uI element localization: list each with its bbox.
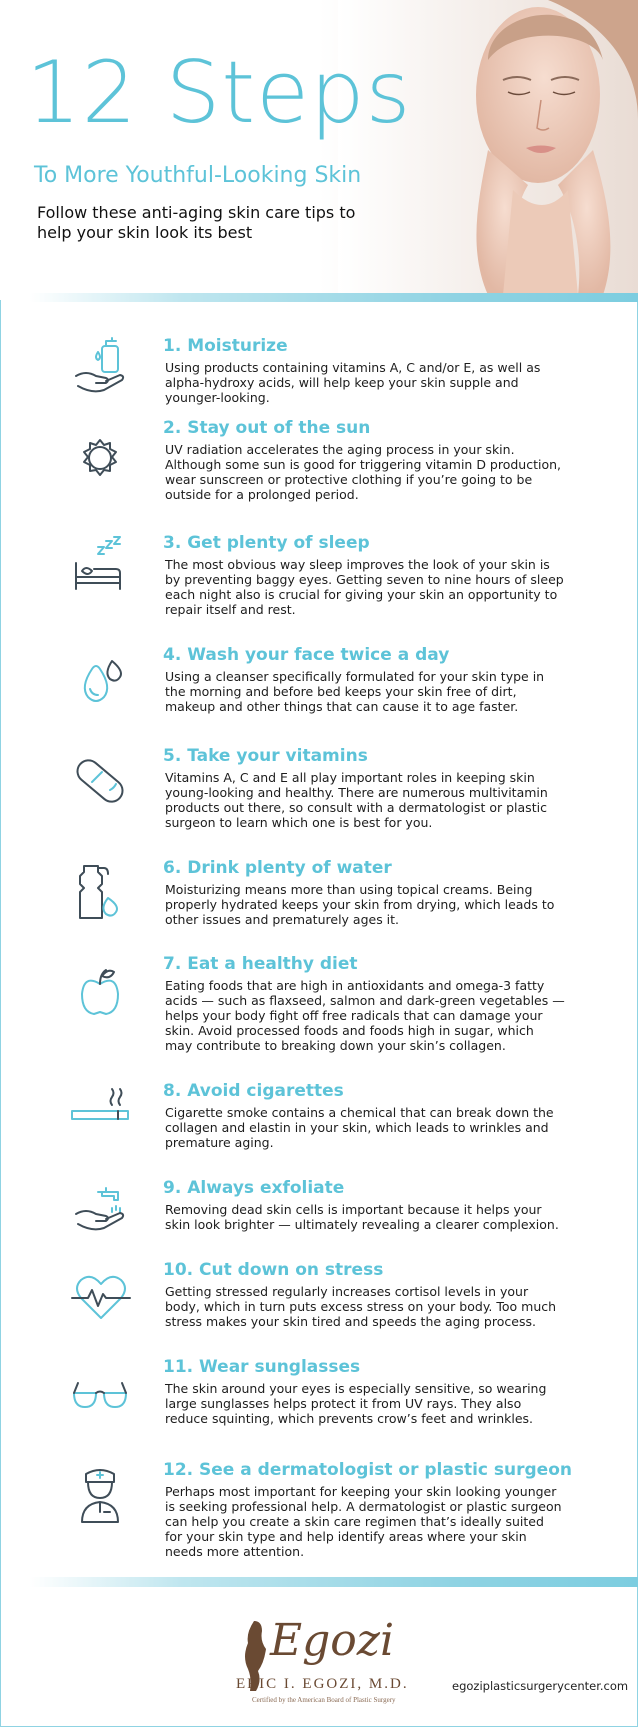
page-subtitle: To More Youthful-Looking Skin [34,163,362,188]
step-title: 2. Stay out of the sun [163,418,371,438]
step-text: Eating foods that are high in antioxidants and omega-3 fatty acids — such as flaxseed, salmon and dark-green vegetables — helps your body fight off free radicals that can damage your skin. Avoid processed foods and foods high in sugar, which may contribute to breaking down your skin’s collagen. [165,978,565,1053]
divider-band-top [30,293,638,302]
step-text: Moisturizing means more than using topical creams. Being properly hydrated keeps your skin from drying, which leads to other issues and prematurely ages it. [165,882,555,927]
step-text: Getting stressed regularly increases cortisol levels in your body, which in turn puts excess stress on your body. Too much stress makes your skin tired and speeds the aging process. [165,1284,557,1329]
apple-icon [68,954,134,1020]
water-bottle-icon [68,858,134,924]
doctor-icon [68,1460,134,1526]
step-text: The most obvious way sleep improves the look of your skin is by preventing baggy eyes. Getting seven to nine hours of sleep each night also is crucial for giving your skin an opportunity to repair itself and rest. [165,557,564,617]
step-title: 3. Get plenty of sleep [163,533,370,553]
step-text: UV radiation accelerates the aging process in your skin. Although some sun is good for triggering vitamin D production, wear sunscreen or protective clothing if you’re going to be outside for a prolonged period. [165,442,562,502]
step-title: 9. Always exfoliate [163,1178,345,1198]
step-title: 10. Cut down on stress [163,1260,384,1280]
step-title: 1. Moisturize [163,336,288,356]
step-title: 11. Wear sunglasses [163,1357,361,1377]
step-text: The skin around your eyes is especially sensitive, so wearing large sunglasses helps protect it from UV rays. They also reduce squinting, which prevents crow’s feet and wrinkles. [165,1381,547,1426]
divider-band-bottom [30,1577,638,1587]
website-url[interactable]: egoziplasticsurgerycenter.com [452,1679,629,1693]
heartbeat-icon [68,1260,134,1326]
logo-certification: Certified by the American Board of Plastic Surgery [252,1696,396,1704]
sun-icon [68,418,134,484]
step-title: 4. Wash your face twice a day [163,645,450,665]
pill-capsule-icon [68,746,134,812]
step-text: Using a cleanser specifically formulated for your skin type in the morning and before bed keeps your skin free of dirt, makeup and other things that can cause it to age faster. [165,669,545,714]
page-title: 12 Steps [26,43,412,143]
bed-sleep-icon [68,533,134,599]
cigarette-icon [68,1081,134,1147]
step-text: Cigarette smoke contains a chemical that can break down the collagen and elastin in your skin, which leads to wrinkles and premature aging. [165,1105,554,1150]
step-title: 6. Drink plenty of water [163,858,392,878]
step-text: Removing dead skin cells is important because it helps your skin look brighter — ultimately revealing a clearer complexion. [165,1202,559,1232]
logo-wordmark: Egozi [270,1615,395,1666]
step-title: 5. Take your vitamins [163,746,368,766]
step-text: Using products containing vitamins A, C and/or E, as well as alpha-hydroxy acids, will help keep your skin supple and younger-looking. [165,360,541,405]
intro-text: Follow these anti-aging skin care tips to help your skin look its best [37,203,356,242]
header [0,0,638,300]
step-title: 7. Eat a healthy diet [163,954,358,974]
faucet-hand-icon [68,1178,134,1244]
step-text: Perhaps most important for keeping your skin looking younger is seeking professional help. A dermatologist or plastic surgeon can help you create a skin care regimen that’s ideally suited for your skin type and help identify areas where your skin needs more attention. [165,1484,562,1559]
lotion-hand-icon [68,336,134,402]
water-drops-icon [68,645,134,711]
step-title: 12. See a dermatologist or plastic surgeon [163,1460,572,1480]
logo-doctor-name: ERIC I. EGOZI, M.D. [236,1676,409,1692]
step-title: 8. Avoid cigarettes [163,1081,344,1101]
sunglasses-icon [68,1357,134,1423]
step-text: Vitamins A, C and E all play important roles in keeping skin young-looking and healthy. There are numerous multivitamin products out there, so consult with a dermatologist or plastic surgeon to learn which one is best for you. [165,770,548,830]
